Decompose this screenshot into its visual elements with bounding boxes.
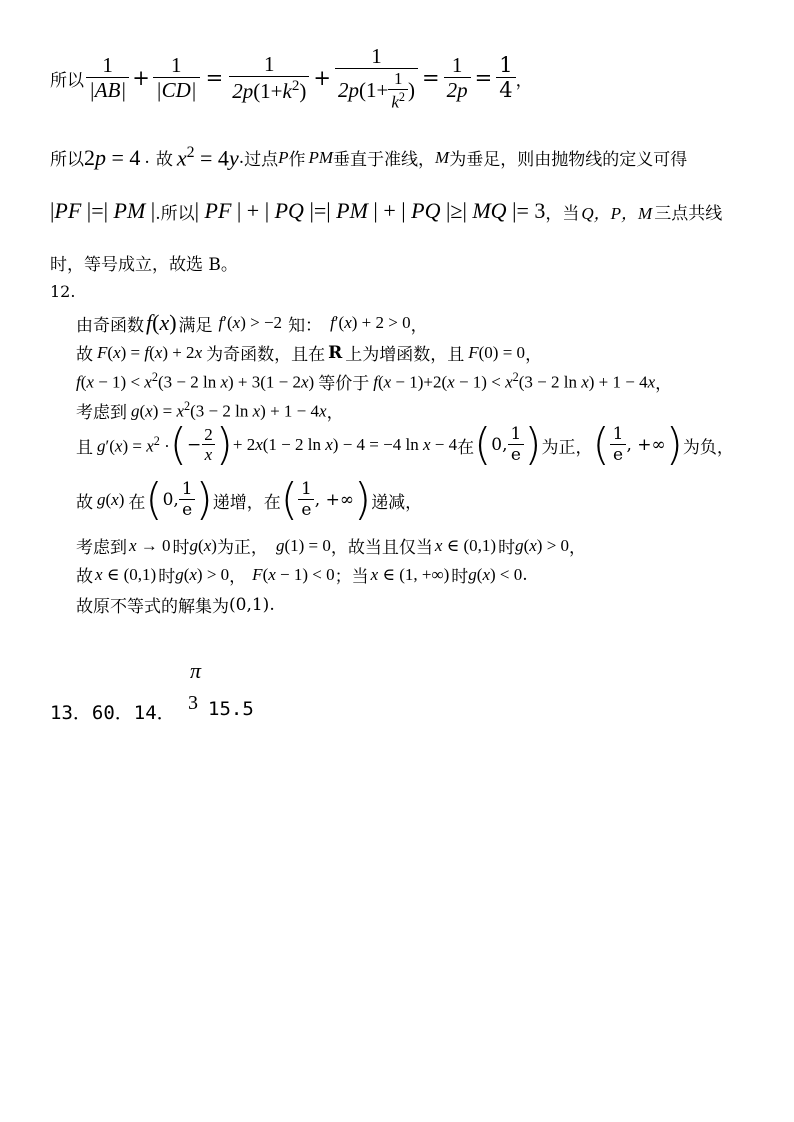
fraction-1-over-2p-1-1k2: 1 2 p (1+ $\frac{1}{k^2}$ ) — [335, 44, 418, 113]
answer-13-14: 13．60．14． — [50, 702, 176, 724]
sol-line-3: $f(x - 1) < x^2(3 - 2$ ln x) + 3(1 − 2x) 等价于 $f(x - 1)+2(x - 1) < x^2(3 - 2$ ln x) + 1 − 4x ， — [76, 370, 673, 394]
formula-line-1: 所以 $\frac{1}{|AB|}$ + $\frac{1}{|CD|}$ = $\frac{1}{2p(1+k^2)}$ + 1 2 p (1+ $\frac{1}{k^2}$ ) = $\frac{1}{2p}$ = $\frac{1}{4}$ ， — [50, 44, 533, 112]
sol-line-9: 故原不等式的解集为 (0,1) . — [76, 594, 275, 617]
text-line-3: |PF |=| PM | .所以 | PF | + | PQ |=| PM | + | PQ |≥| MQ |= 3 ，当 Q，P，M 三点共线 — [50, 198, 723, 224]
sol-line-2: 故 F(x) = f(x) + 2x 为奇函数，且在 R 上为增函数，且 F(0) = 0 ， — [76, 342, 543, 365]
fraction-1-over-2p-1k2: $\frac{1}{2p(1+k^2)}$ — [229, 52, 309, 104]
answer-14-denominator: 3 — [188, 692, 198, 714]
text-line-2: 所以 2p = 4 . 故 $x^2 = 4y$ . 过点 P 作 PM 垂直于准线， M 为垂足，则由抛物线的定义可得 — [50, 144, 688, 171]
text-line-4: 时，等号成立，故选 B。 — [50, 255, 238, 275]
answer-14-pi: π — [190, 658, 202, 683]
sol-line-6: 故 g(x) 在 ( 0, $\frac{1}{e}$ ) 递增，在 ( $\frac{1}{e}$ , +∞ ) 递减， — [76, 474, 423, 525]
answer-15: 15.5 — [208, 698, 254, 720]
eq-sum-ineq: | PF | + | PQ |=| PM | + | PQ |≥| MQ |= 3 — [194, 198, 546, 223]
sol-line-1: 由奇函数 f(x) 满足 f′(x) > −2 知： f′(x) + 2 > 0 ， — [76, 310, 428, 336]
eq-pf-pm: |PF |=| PM | — [50, 198, 156, 223]
eq-2p-4: 2p = 4 — [84, 144, 141, 170]
sol-line-8: 故 x ∈ (0,1) 时 g(x) > 0 ， F(x − 1) < 0 ；当 x ∈ (1, +∞) 时 g(x) < 0 . — [76, 564, 528, 587]
sol-line-7: 考虑到 x → 0 时 g(x) 为正， g(1) = 0 ，故当且仅当 x ∈ (0,1) 时 g(x) > 0 ， — [76, 535, 587, 558]
question-number-12: 12. — [50, 282, 76, 301]
sol-line-4: 考虑到 $g(x) = x^2(3 - 2$ ln x) + 1 − 4x ， — [76, 399, 344, 423]
fraction-1-over-2p: $\frac{1}{2p}$ — [444, 53, 471, 103]
eq-x2-4y: $x^2 = 4y$ — [176, 144, 239, 171]
text-suoyi: 所以 — [50, 70, 84, 91]
sol-line-5: 且 $g'(x) = x^2$ · ( − $\frac{2}{x}$ ) + 2x(1 − 2 ln x) − 4 = −4 ln x − 4 在 ( 0, $\frac{1}{e}$ ) 为正， ( $\frac{1}{e}$ , +∞ ) 为负， — [76, 419, 734, 470]
fraction-1-over-ab: $\frac{1}{|AB|}$ — [86, 53, 129, 103]
fraction-1-over-cd: $\frac{1}{|CD|}$ — [153, 53, 200, 103]
fraction-1-over-4: $\frac{1}{4}$ — [496, 53, 515, 103]
